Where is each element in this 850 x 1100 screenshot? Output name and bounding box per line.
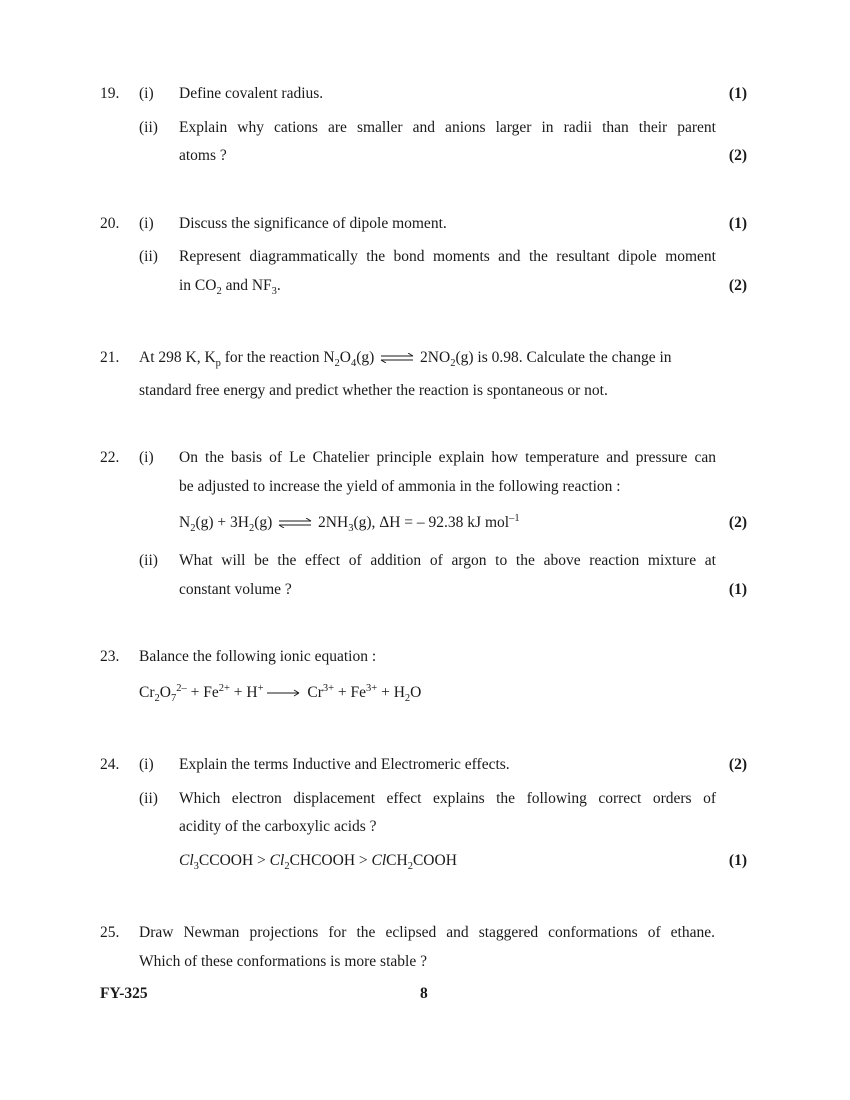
question-text bbox=[139, 348, 672, 368]
subscript: 2 bbox=[334, 358, 340, 370]
subscript: 2 bbox=[404, 693, 411, 705]
subscript: 3 bbox=[193, 861, 199, 873]
question-text: Which electron displacement effect explains the following correct orders of bbox=[179, 790, 716, 807]
question-number: 21. bbox=[100, 349, 120, 366]
subscript: 2 bbox=[216, 286, 222, 298]
text-fragment: O bbox=[410, 684, 422, 701]
question-text: On the basis of Le Chatelier principle explain how temperature and pressure can bbox=[179, 449, 716, 466]
text-fragment: in CO bbox=[179, 277, 217, 294]
text-fragment: (g) is 0.98. Calculate the change in bbox=[455, 349, 672, 366]
part-label: (i) bbox=[139, 449, 154, 466]
question-text: standard free energy and predict whether the reaction is spontaneous or not. bbox=[139, 382, 608, 399]
part-label: (i) bbox=[139, 85, 154, 102]
text-fragment: 2NO bbox=[416, 349, 451, 366]
subscript: p bbox=[215, 358, 221, 370]
subscript: 2 bbox=[284, 861, 290, 873]
question-text: acidity of the carboxylic acids ? bbox=[179, 818, 377, 835]
question-number: 22. bbox=[100, 449, 120, 466]
question-text: Draw Newman projections for the eclipsed and staggered conformations of ethane. bbox=[139, 924, 715, 941]
question-text: Discuss the significance of dipole moment. bbox=[179, 215, 447, 232]
text-fragment: . bbox=[276, 277, 281, 294]
text-fragment: + Fe bbox=[334, 684, 367, 701]
equation bbox=[139, 683, 421, 703]
equation bbox=[179, 851, 457, 871]
text-fragment: CCOOH > bbox=[198, 852, 270, 869]
question-text: atoms ? bbox=[179, 147, 227, 164]
text-fragment: + H bbox=[229, 684, 258, 701]
marks: (2) bbox=[728, 277, 747, 294]
superscript: 3+ bbox=[322, 682, 335, 694]
question-number: 20. bbox=[100, 215, 120, 232]
part-label: (ii) bbox=[139, 248, 158, 265]
subscript: 3 bbox=[348, 523, 354, 535]
question-number: 25. bbox=[100, 924, 120, 941]
text-fragment: CH bbox=[386, 852, 408, 869]
text-fragment: 2NH bbox=[314, 514, 349, 531]
question-number: 24. bbox=[100, 756, 120, 773]
subscript: 7 bbox=[170, 693, 177, 705]
question-number: 23. bbox=[100, 648, 120, 665]
question-text: be adjusted to increase the yield of ammonia in the following reaction : bbox=[179, 478, 621, 495]
text-fragment: O bbox=[159, 684, 171, 701]
superscript: + bbox=[257, 682, 264, 694]
equilibrium-arrow-icon bbox=[380, 353, 414, 363]
subscript: 2 bbox=[154, 693, 160, 705]
superscript: 2+ bbox=[218, 682, 230, 694]
marks: (1) bbox=[728, 215, 747, 232]
text-fragment: Cr bbox=[303, 684, 323, 701]
text-fragment: Cl bbox=[269, 852, 285, 869]
marks: (2) bbox=[728, 147, 747, 164]
reaction-arrow-icon bbox=[266, 688, 300, 698]
text-fragment: + Fe bbox=[186, 684, 219, 701]
text-fragment: O bbox=[339, 349, 351, 366]
question-number: 19. bbox=[100, 85, 120, 102]
question-text bbox=[179, 276, 281, 296]
text-fragment: (g) + 3H bbox=[195, 514, 249, 531]
question-text: Explain the terms Inductive and Electromeric effects. bbox=[179, 756, 510, 773]
subscript: 2 bbox=[190, 523, 196, 535]
text-fragment: Cr bbox=[139, 684, 155, 701]
part-label: (i) bbox=[139, 215, 154, 232]
part-label: (i) bbox=[139, 756, 154, 773]
question-text: Which of these conformations is more stable ? bbox=[139, 953, 427, 970]
marks: (1) bbox=[728, 581, 747, 598]
question-text: Represent diagrammatically the bond moments and the resultant dipole moment bbox=[179, 248, 716, 265]
superscript: –1 bbox=[509, 512, 520, 524]
marks: (2) bbox=[728, 756, 747, 773]
equation bbox=[179, 513, 520, 533]
subscript: 4 bbox=[350, 358, 357, 370]
superscript: 3+ bbox=[366, 682, 378, 694]
text-fragment: COOH bbox=[412, 852, 457, 869]
question-text: Balance the following ionic equation : bbox=[139, 648, 377, 665]
question-text: What will be the effect of addition of argon to the above reaction mixture at bbox=[179, 552, 716, 569]
marks: (2) bbox=[728, 514, 747, 531]
text-fragment: for the reaction N bbox=[220, 349, 335, 366]
subscript: 2 bbox=[450, 358, 456, 370]
text-fragment: + H bbox=[377, 684, 405, 701]
marks: (1) bbox=[728, 85, 747, 102]
text-fragment: and NF bbox=[221, 277, 272, 294]
part-label: (ii) bbox=[139, 552, 158, 569]
superscript: 2– bbox=[176, 682, 187, 694]
subscript: 2 bbox=[407, 861, 413, 873]
question-text: Define covalent radius. bbox=[179, 85, 324, 102]
subscript: 2 bbox=[248, 523, 255, 535]
part-label: (ii) bbox=[139, 790, 158, 807]
text-fragment: At 298 K, K bbox=[139, 349, 216, 366]
marks: (1) bbox=[728, 852, 747, 869]
page-number: 8 bbox=[420, 985, 428, 1002]
part-label: (ii) bbox=[139, 119, 158, 136]
paper-code: FY-325 bbox=[100, 985, 148, 1002]
text-fragment: Cl bbox=[179, 852, 194, 869]
text-fragment: CHCOOH > bbox=[289, 852, 372, 869]
text-fragment: Cl bbox=[371, 852, 387, 869]
subscript: 3 bbox=[271, 286, 277, 298]
question-text: Explain why cations are smaller and anions larger in radii than their parent bbox=[179, 119, 716, 136]
text-fragment: (g) bbox=[254, 514, 277, 531]
question-text: constant volume ? bbox=[179, 581, 292, 598]
text-fragment: (g), ΔH = – 92.38 kJ mol bbox=[353, 514, 510, 531]
text-fragment: (g) bbox=[356, 349, 379, 366]
text-fragment: N bbox=[179, 514, 191, 531]
equilibrium-arrow-icon bbox=[278, 518, 312, 528]
